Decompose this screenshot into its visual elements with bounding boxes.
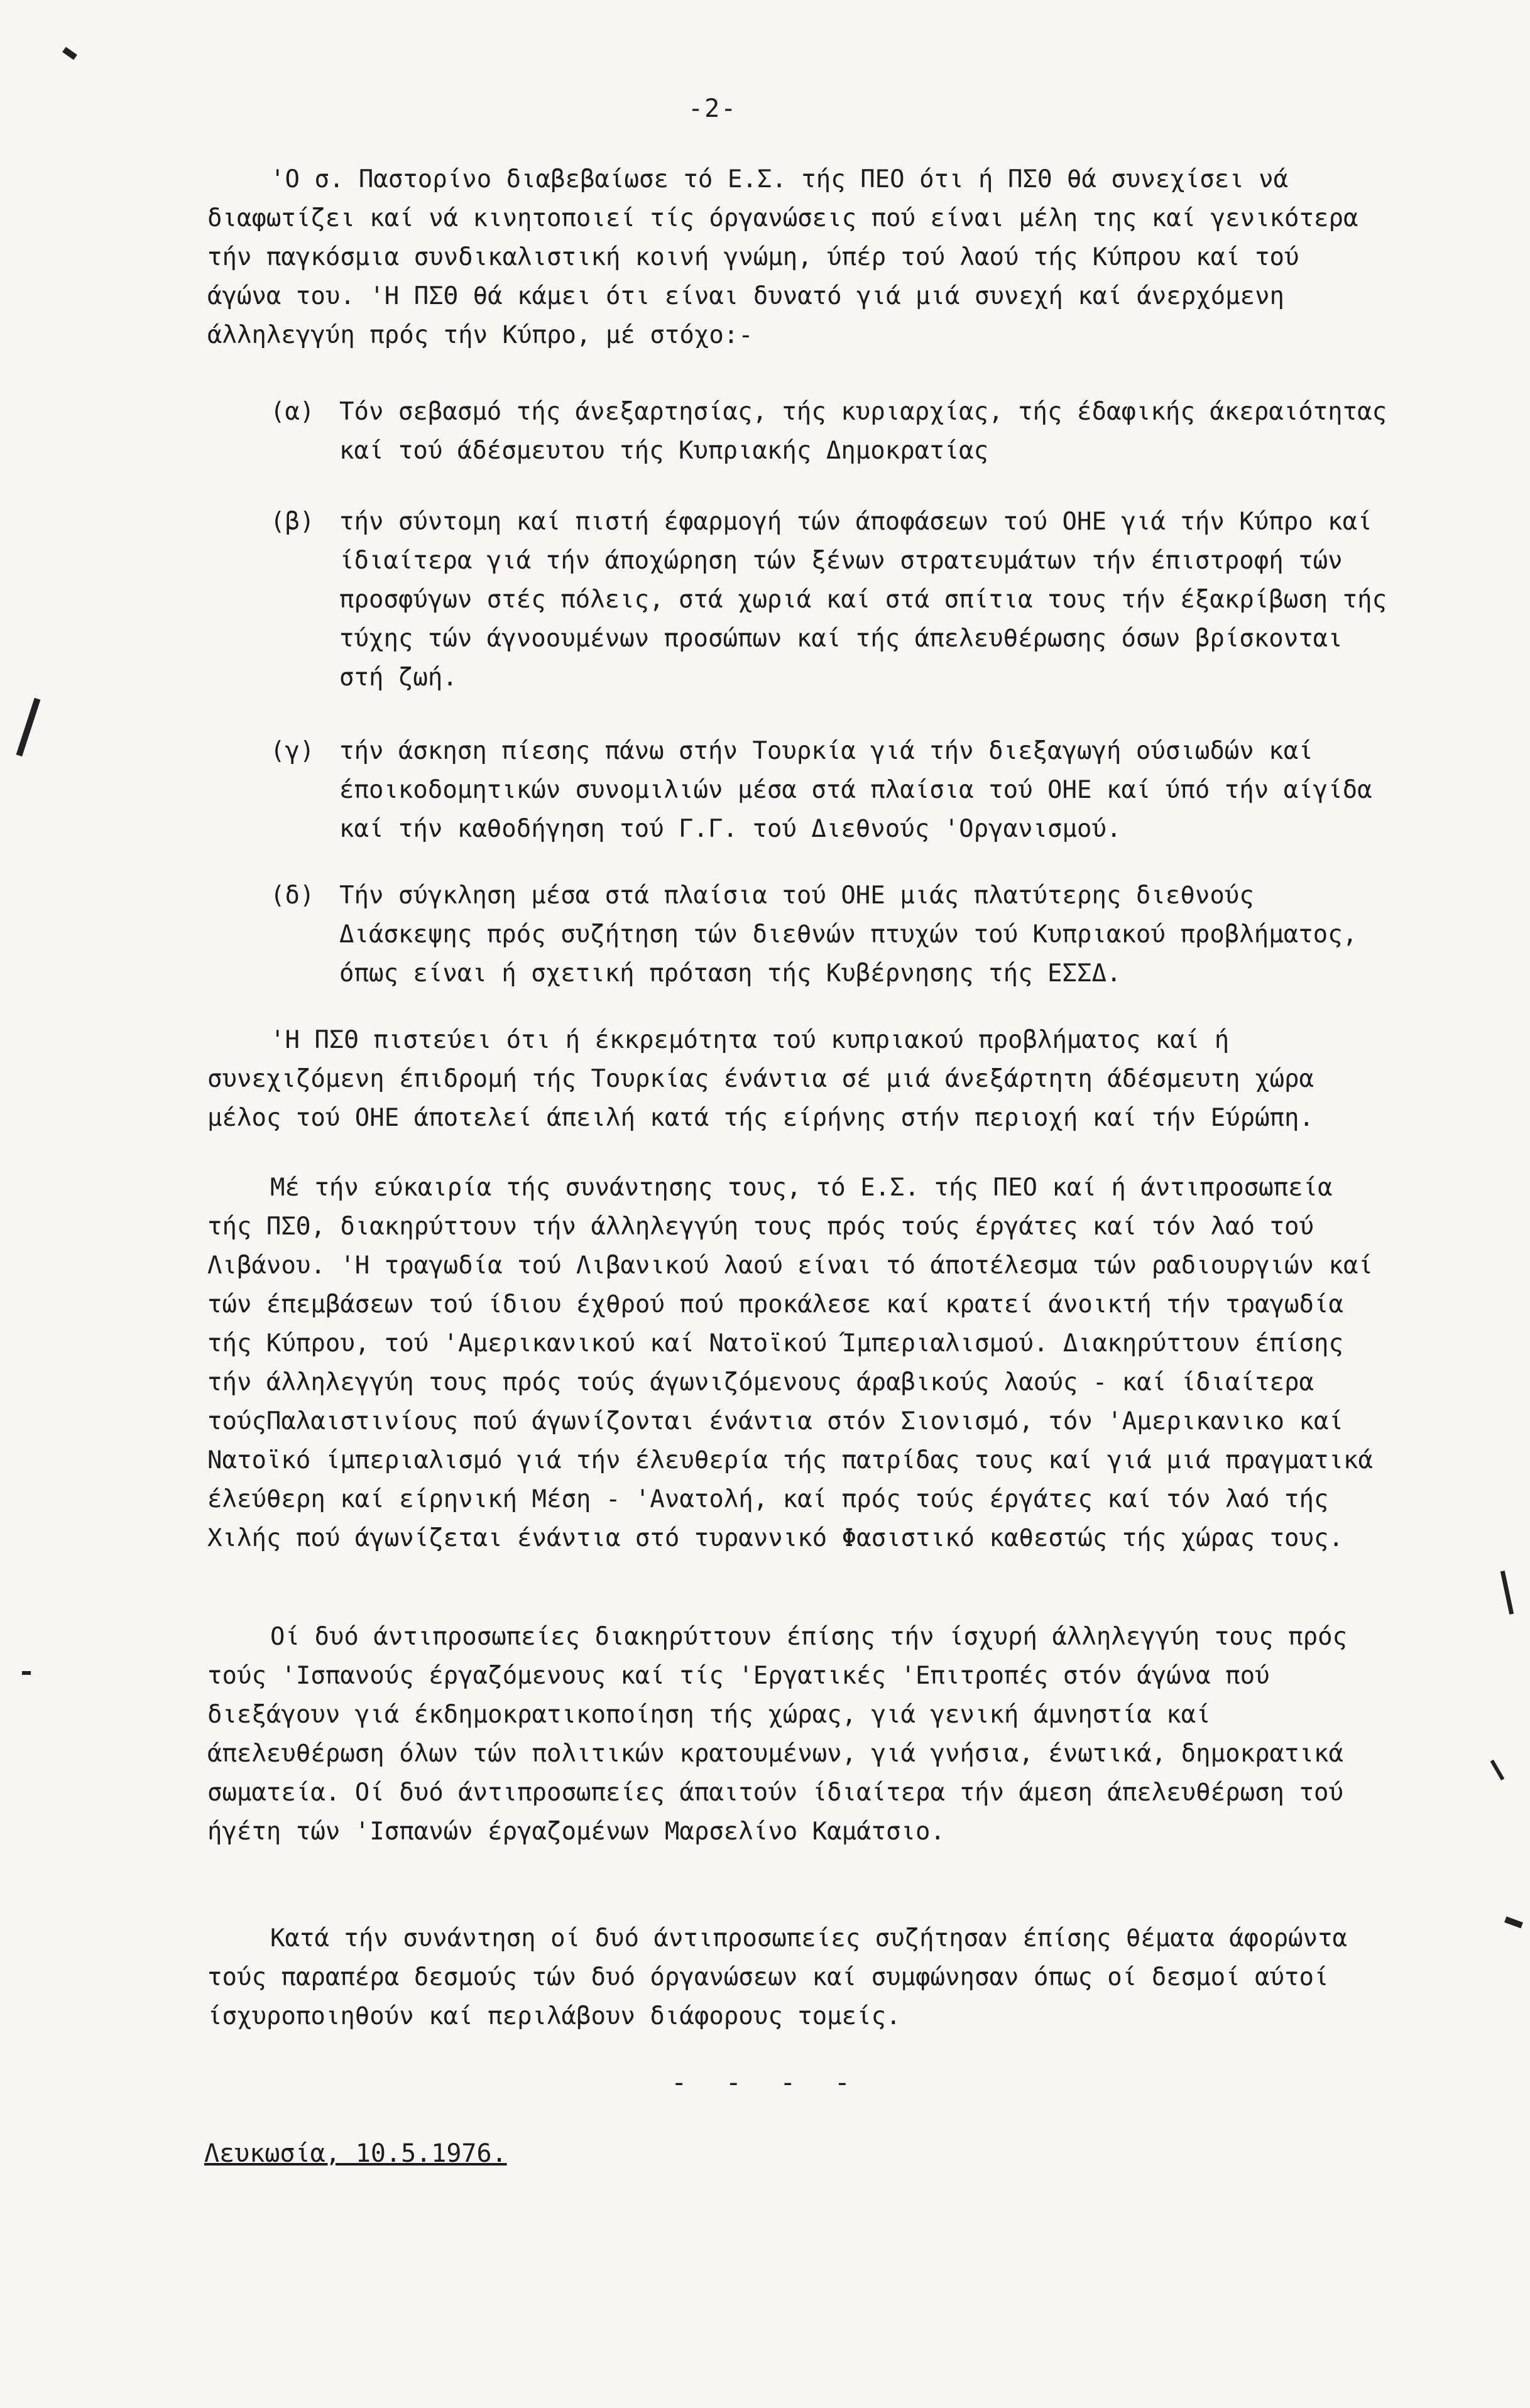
list-marker: (γ)	[270, 737, 315, 765]
scan-speck	[1490, 1760, 1505, 1780]
place-date-signature: Λευκωσία, 10.5.1976.	[204, 2139, 507, 2168]
paragraph-meeting: Κατά τήν συνάντηση οί δυό άντιπροσωπείες συζήτησαν έπίσης θέματα άφορώντα τούς παραπέρα δεσμούς τών δυό όργανώσεων καί συμφώνησαν όπως οί δεσμοί αύτοί ίσχυροποιηθούν καί περιλάβουν διάφορους τομείς.	[207, 1924, 1348, 2030]
paragraph-pse-belief: 'Η ΠΣΘ πιστεύει ότι ή έκκρεμότητα τού κυπριακού προβλήματος καί ή συνεχιζόμενη έπιδρομή τής Τουρκίας ένάντια σέ μιά άνεξάρτητη άδέσμευτη χώρα μέλος τού ΟΗΕ άποτελεί άπειλή κατά τής είρήνης στήν περιοχή καί τήν Εύρώπη.	[207, 1026, 1314, 1132]
list-text: Τήν σύγκληση μέσα στά πλαίσια τού ΟΗΕ μιάς πλατύτερης διεθνούς Διάσκεψης πρός συζήτηση τών διεθνών πτυχών τού Κυπριακού προβλήματος, όπως είναι ή σχετική πρόταση τής Κυβέρνησης τής ΕΣΣΔ.	[339, 881, 1358, 988]
list-marker: (β)	[270, 508, 315, 536]
list-text: τήν σύντομη καί πιστή έφαρμογή τών άποφάσεων τού ΟΗΕ γιά τήν Κύπρο καί ίδιαίτερα γιά τήν άποχώρηση τών ξένων στρατευμάτων τήν έπιστροφή τών προσφύγων στές πόλεις, στά χωριά καί στά σπίτια τους τήν έξακρίβωση τής τύχης τών άγνοουμένων προσώπων καί τής άπελευθέρωσης όσων βρίσκονται στή ζωή.	[339, 508, 1387, 692]
list-marker: (α)	[270, 398, 315, 426]
list-text: τήν άσκηση πίεσης πάνω στήν Τουρκία γιά τήν διεξαγωγή ούσιωδών καί έποικοδομητικών συνομιλιών μέσα στά πλαίσια τού ΟΗΕ καί ύπό τήν αίγίδα καί τήν καθοδήγηση τού Γ.Γ. τού Διεθνούς 'Οργανισμού.	[339, 737, 1372, 843]
page-number: -2-	[688, 94, 738, 123]
scan-speck	[22, 1671, 31, 1675]
scan-streak	[16, 698, 41, 756]
list-marker: (δ)	[270, 881, 315, 910]
scan-speck	[62, 47, 77, 60]
section-separator: - - - -	[671, 2067, 862, 2098]
paragraph-solidarity: Μέ τήν εύκαιρία τής συνάντησης τους, τό Ε.Σ. τής ΠΕΟ καί ή άντιπροσωπεία τής ΠΣΘ, διακηρύττουν τήν άλληλεγγύη τους πρός τούς έργάτες καί τόν λαό τού Λιβάνου. 'Η τραγωδία τού Λιβανικού λαού είναι τό άποτέλεσμα τών ραδιουργιών καί τών έπεμβάσεων τού ίδιου έχθρού πού προκάλεσε καί κρατεί άνοικτή τήν τραγωδία τής Κύπρου, τού 'Αμερικανικού καί Νατοϊκού Ίμπεριαλισμού. Διακηρύττουν έπίσης τήν άλληλεγγύη τους πρός τούς άγωνιζόμενους άραβικούς λαούς - καί ίδιαίτερα τούςΠαλαιστινίους πού άγωνίζονται ένάντια στόν Σιονισμό, τόν 'Αμερικανικο καί Νατοϊκό ίμπεριαλισμό γιά τήν έλευθερία τής πατρίδας τους καί γιά μιά πραγματικά έλεύθερη καί είρηνική Μέση - 'Ανατολή, καί πρός τούς έργάτες καί τόν λαό τής Χιλής πού άγωνίζεται ένάντια στό τυραννικό Φασιστικό καθεστώς τής χώρας τους.	[207, 1174, 1373, 1552]
scan-speck	[1504, 1917, 1523, 1929]
paragraph-intro: 'Ο σ. Παστορίνο διαβεβαίωσε τό Ε.Σ. τής ΠΕΟ ότι ή ΠΣΘ θά συνεχίσει νά διαφωτίζει καί νά κινητοποιεί τίς όργανώσεις πού είναι μέλη της καί γενικότερα τήν παγκόσμια συνδικαλιστική κοινή γνώμη, ύπέρ τού λαού τής Κύπρου καί τού άγώνα του. 'Η ΠΣΘ θά κάμει ότι είναι δυνατό γιά μιά συνεχή καί άνερχόμενη άλληλεγγύη πρός τήν Κύπρο, μέ στόχο:-	[207, 165, 1358, 349]
list-text: Τόν σεβασμό τής άνεξαρτησίας, τής κυριαρχίας, τής έδαφικής άκεραιότητας καί τού άδέσμευτου τής Κυπριακής Δημοκρατίας	[339, 398, 1387, 465]
scan-streak	[1500, 1571, 1514, 1615]
paragraph-spain: Οί δυό άντιπροσωπείες διακηρύττουν έπίσης τήν ίσχυρή άλληλεγγύη τους πρός τούς 'Ισπανούς έργαζόμενους καί τίς 'Εργατικές 'Επιτροπές στόν άγώνα πού διεξάγουν γιά έκδημοκρατικοποίηση τής χώρας, γιά γενική άμνηστία καί άπελευθέρωση όλων τών πολιτικών κρατουμένων, γιά γνήσια, ένωτικά, δημοκρατικά σωματεία. Οί δυό άντιπροσωπείες άπαιτούν ίδιαίτερα τήν άμεση άπελευθέρωση τού ήγέτη τών 'Ισπανών έργαζομένων Μαρσελίνο Καμάτσιο.	[207, 1623, 1348, 1846]
